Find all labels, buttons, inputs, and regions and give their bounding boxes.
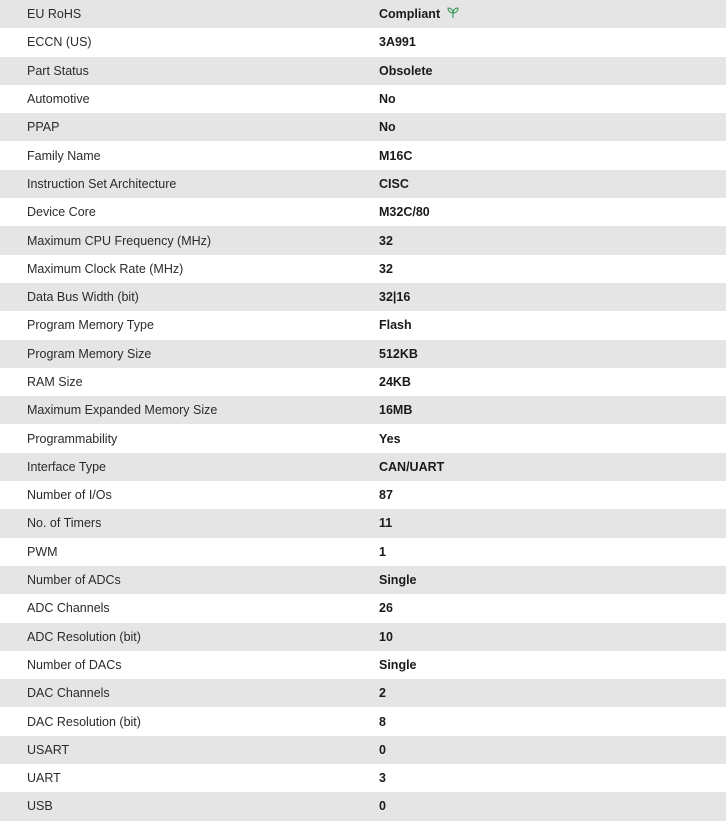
spec-label: Family Name (27, 148, 101, 163)
spec-value: 10 (379, 629, 393, 644)
spec-value: CAN/UART (379, 459, 445, 474)
spec-label: Number of I/Os (27, 488, 112, 503)
spec-label: USART (27, 742, 70, 757)
spec-value: No (379, 92, 396, 107)
spec-label: EU RoHS (27, 7, 82, 22)
spec-label: Number of DACs (27, 657, 122, 672)
spec-label: Program Memory Type (27, 318, 154, 333)
spec-row-part-status (0, 57, 726, 85)
spec-value: 2 (379, 686, 386, 701)
spec-row-dac-resolution (0, 707, 726, 735)
spec-row-programmability (0, 424, 726, 452)
spec-value: No (379, 120, 396, 135)
spec-row-max-expanded-memory (0, 396, 726, 424)
spec-value: 8 (379, 714, 386, 729)
spec-value: Single (379, 573, 417, 588)
spec-row-ram-size (0, 368, 726, 396)
spec-row-timers (0, 509, 726, 537)
spec-value: 512KB (379, 346, 418, 361)
spec-label: ADC Resolution (bit) (27, 629, 141, 644)
spec-value: 1 (379, 544, 386, 559)
spec-row-interface-type (0, 453, 726, 481)
spec-label: PWM (27, 544, 58, 559)
spec-row-dac-channels (0, 679, 726, 707)
spec-label: ADC Channels (27, 601, 110, 616)
spec-label: Program Memory Size (27, 346, 152, 361)
spec-value-cell (379, 0, 726, 28)
spec-row-max-cpu-frequency (0, 226, 726, 254)
spec-label: Maximum Clock Rate (MHz) (27, 261, 184, 276)
spec-label: ECCN (US) (27, 35, 92, 50)
spec-value: 3 (379, 771, 386, 786)
spec-row-number-of-adcs (0, 566, 726, 594)
spec-row-isa (0, 170, 726, 198)
spec-value: Flash (379, 318, 412, 333)
spec-value: CISC (379, 176, 409, 191)
leaf-icon (446, 7, 460, 19)
spec-label: DAC Channels (27, 686, 110, 701)
spec-label: DAC Resolution (bit) (27, 714, 141, 729)
spec-row-usart (0, 736, 726, 764)
spec-value: Single (379, 657, 417, 672)
spec-value: 0 (379, 799, 386, 814)
spec-label: Interface Type (27, 459, 106, 474)
spec-row-adc-resolution (0, 623, 726, 651)
spec-row-usb (0, 792, 726, 820)
spec-row-eu-rohs (0, 0, 726, 28)
spec-label: Data Bus Width (bit) (27, 290, 139, 305)
spec-value: 11 (379, 516, 393, 531)
spec-row-program-memory-type (0, 311, 726, 339)
spec-row-data-bus-width (0, 283, 726, 311)
spec-row-pwm (0, 538, 726, 566)
spec-value: 24KB (379, 375, 411, 389)
spec-label: No. of Timers (27, 516, 102, 531)
spec-value: 16MB (379, 403, 413, 418)
spec-label: Programmability (27, 431, 118, 446)
spec-row-adc-channels (0, 594, 726, 622)
spec-label: PPAP (27, 120, 60, 135)
spec-label: Part Status (27, 63, 89, 78)
spec-row-eccn (0, 28, 726, 56)
spec-value: 32 (379, 233, 393, 248)
spec-row-number-of-ios (0, 481, 726, 509)
spec-row-device-core (0, 198, 726, 226)
spec-value: Yes (379, 431, 401, 446)
spec-value: 0 (379, 742, 386, 757)
spec-label: Automotive (27, 92, 90, 107)
spec-value: M16C (379, 148, 413, 163)
spec-label: USB (27, 799, 53, 814)
spec-value: M32C/80 (379, 205, 430, 220)
spec-value: Compliant (379, 7, 441, 22)
spec-value: 32|16 (379, 290, 411, 305)
spec-value: 32 (379, 261, 393, 276)
spec-row-program-memory-size (0, 340, 726, 368)
spec-label: Device Core (27, 205, 96, 220)
spec-value: 3A991 (379, 35, 416, 50)
spec-row-number-of-dacs (0, 651, 726, 679)
spec-label: UART (27, 771, 61, 786)
spec-row-family-name (0, 141, 726, 169)
spec-row-automotive (0, 85, 726, 113)
spec-label: RAM Size (27, 375, 83, 389)
spec-row-uart (0, 764, 726, 792)
spec-label: Maximum CPU Frequency (MHz) (27, 233, 212, 248)
spec-value: 26 (379, 601, 393, 616)
spec-label: Number of ADCs (27, 573, 121, 588)
spec-row-max-clock-rate (0, 255, 726, 283)
spec-row-ppap (0, 113, 726, 141)
spec-value: 87 (379, 488, 393, 503)
spec-label: Maximum Expanded Memory Size (27, 403, 218, 418)
spec-value: Obsolete (379, 63, 433, 78)
spec-label: Instruction Set Architecture (27, 176, 177, 191)
